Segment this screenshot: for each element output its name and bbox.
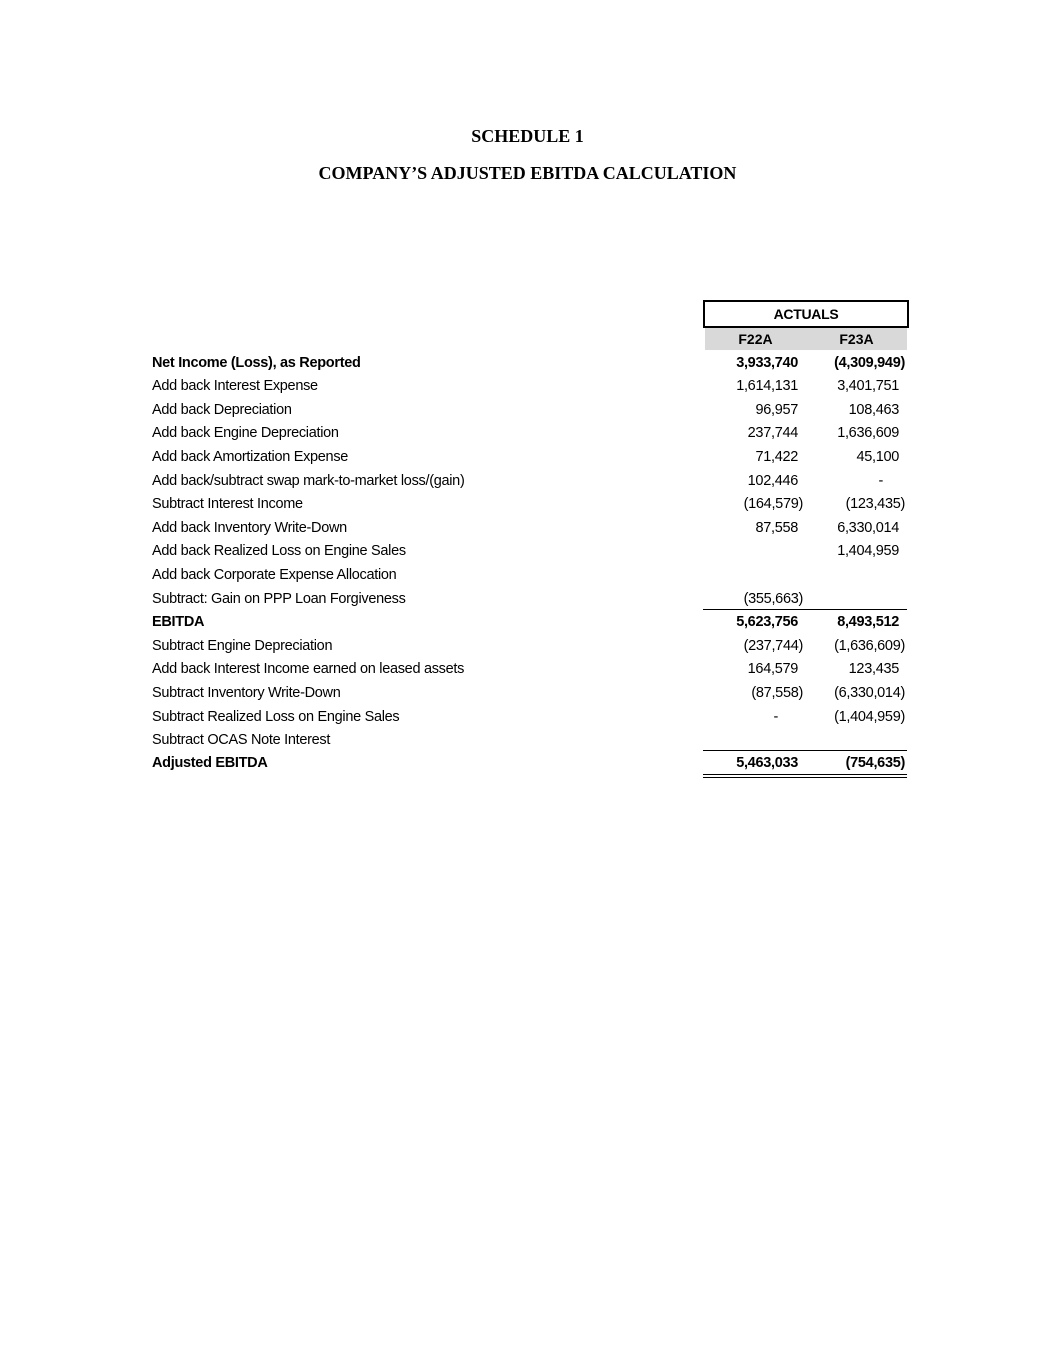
- row-label: Add back Depreciation: [152, 401, 292, 418]
- value-f23a: 1,636,609: [837, 425, 899, 442]
- row-label: Add back Interest Income earned on leased assets: [152, 661, 465, 678]
- row-label: Adjusted EBITDA: [152, 754, 268, 771]
- value-f22a: 96,957: [755, 401, 798, 418]
- value-f22a: 3,933,740: [736, 354, 798, 371]
- row-label: Subtract: Gain on PPP Loan Forgiveness: [152, 590, 406, 607]
- table-row: [0, 470, 1055, 494]
- row-label: Add back Corporate Expense Allocation: [152, 566, 397, 583]
- value-f22a: 102,446: [747, 472, 798, 489]
- value-f22a: (237,744): [743, 637, 803, 654]
- table-row: [0, 658, 1055, 682]
- row-label: Add back/subtract swap mark-to-market loss/(gain): [152, 472, 465, 489]
- row-label: Add back Engine Depreciation: [152, 425, 339, 442]
- value-f23a: 1,404,959: [837, 543, 899, 560]
- value-f22a: 237,744: [747, 425, 798, 442]
- value-f22a: (87,558): [751, 684, 803, 701]
- value-f22a: 5,463,033: [736, 754, 798, 771]
- value-f22a: 87,558: [755, 519, 798, 536]
- value-f23a: (1,636,609): [834, 637, 905, 654]
- row-label: Add back Interest Expense: [152, 378, 318, 395]
- double-underline-upper: [703, 774, 907, 775]
- value-f22a: (355,663): [743, 590, 803, 607]
- row-label: Subtract Realized Loss on Engine Sales: [152, 708, 400, 725]
- value-f23a: (6,330,014): [834, 684, 905, 701]
- value-f23a: (123,435): [845, 496, 905, 513]
- table-row: [0, 446, 1055, 470]
- subtotal-rule: [703, 609, 907, 610]
- table-row: [0, 752, 1055, 776]
- column-header-f22a: F22A: [738, 331, 773, 347]
- row-label: Subtract Interest Income: [152, 496, 303, 513]
- value-f22a: -: [773, 708, 778, 725]
- row-label: Add back Amortization Expense: [152, 448, 349, 465]
- value-f22a: 71,422: [755, 448, 798, 465]
- table-row: [0, 352, 1055, 376]
- row-label: Add back Inventory Write-Down: [152, 519, 347, 536]
- row-label: Subtract Inventory Write-Down: [152, 684, 341, 701]
- row-label: EBITDA: [152, 614, 205, 631]
- value-f22a: (164,579): [743, 496, 803, 513]
- table-row: [0, 706, 1055, 730]
- value-f23a: 108,463: [848, 401, 899, 418]
- table-row: [0, 517, 1055, 541]
- schedule-subtitle: COMPANY’S ADJUSTED EBITDA CALCULATION: [318, 163, 737, 183]
- column-header-f23a: F23A: [839, 331, 874, 347]
- table-row: [0, 635, 1055, 659]
- table-row: [0, 564, 1055, 588]
- value-f22a: 1,614,131: [736, 378, 798, 395]
- double-underline-lower: [703, 777, 907, 778]
- table-row: [0, 588, 1055, 612]
- value-f23a: (1,404,959): [834, 708, 905, 725]
- value-f22a: 164,579: [747, 661, 798, 678]
- row-label: Add back Realized Loss on Engine Sales: [152, 543, 406, 560]
- value-f23a: (754,635): [845, 754, 905, 771]
- value-f23a: 123,435: [848, 661, 899, 678]
- table-row: [0, 682, 1055, 706]
- table-row: [0, 375, 1055, 399]
- value-f22a: 5,623,756: [736, 614, 798, 631]
- row-label: Subtract Engine Depreciation: [152, 637, 333, 654]
- table-row: [0, 540, 1055, 564]
- table-row: [0, 493, 1055, 517]
- table-row: [0, 611, 1055, 635]
- value-f23a: -: [878, 472, 883, 489]
- row-label: Net Income (Loss), as Reported: [152, 354, 361, 371]
- schedule-title: SCHEDULE 1: [471, 126, 584, 146]
- actuals-group-header: ACTUALS: [703, 300, 909, 328]
- row-label: Subtract OCAS Note Interest: [152, 732, 331, 749]
- table-row: [0, 399, 1055, 423]
- value-f23a: (4,309,949): [834, 354, 905, 371]
- value-f23a: 8,493,512: [837, 614, 899, 631]
- value-f23a: 45,100: [856, 448, 899, 465]
- value-f23a: 6,330,014: [837, 519, 899, 536]
- value-f23a: 3,401,751: [837, 378, 899, 395]
- table-row: [0, 422, 1055, 446]
